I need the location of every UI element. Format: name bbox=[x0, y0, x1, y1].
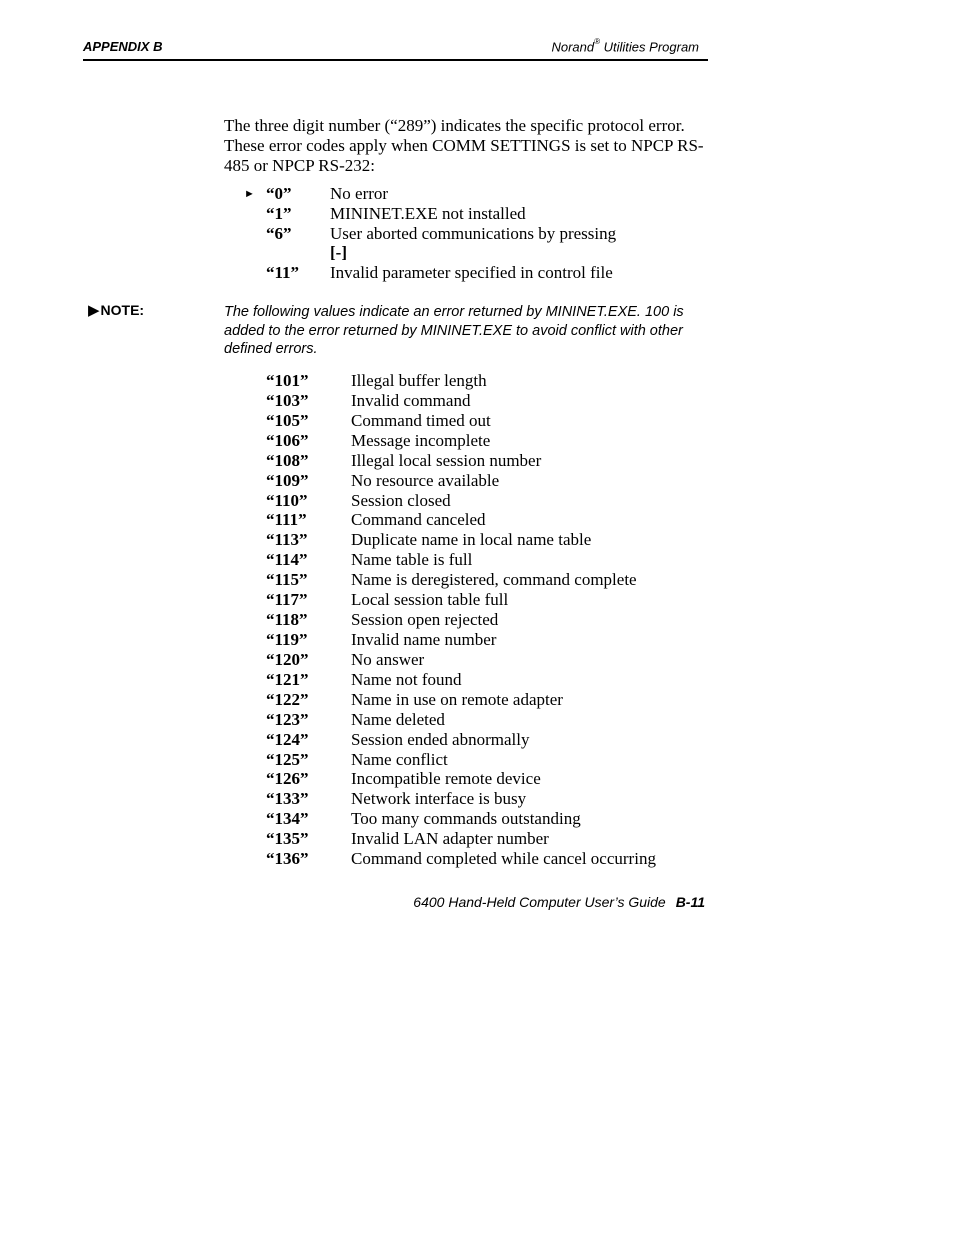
header-program: Utilities Program bbox=[600, 39, 699, 55]
page-header bbox=[83, 37, 708, 61]
list-item bbox=[266, 630, 726, 650]
error-code: “120” bbox=[266, 649, 309, 669]
error-code: “126” bbox=[266, 769, 309, 789]
error-code: “111” bbox=[266, 510, 307, 530]
error-description: Name conflict bbox=[351, 749, 448, 769]
error-code: “115” bbox=[266, 570, 308, 590]
error-description: No resource available bbox=[351, 470, 500, 490]
error-code: “1” bbox=[266, 203, 292, 223]
error-description: Local session table full bbox=[351, 590, 509, 610]
error-code: “11” bbox=[266, 263, 300, 283]
error-description: Name table is full bbox=[351, 550, 473, 570]
list-item bbox=[244, 184, 714, 204]
error-description: Network interface is busy bbox=[351, 789, 527, 809]
note-label bbox=[88, 301, 144, 319]
registered-mark: ® bbox=[594, 37, 601, 46]
list-spacer bbox=[244, 264, 266, 284]
error-code: “117” bbox=[266, 590, 308, 610]
error-description: Command timed out bbox=[351, 410, 491, 430]
list-item bbox=[266, 391, 726, 411]
error-description: Invalid command bbox=[351, 390, 471, 410]
error-code: “0” bbox=[266, 184, 292, 203]
error-code: “118” bbox=[266, 610, 308, 630]
note-label-text: NOTE: bbox=[100, 302, 145, 318]
list-item bbox=[266, 610, 726, 630]
footer-document-title: 6400 Hand-Held Computer User’s Guide bbox=[413, 894, 666, 910]
error-description: No answer bbox=[351, 649, 425, 669]
error-code: “108” bbox=[266, 450, 309, 470]
error-description: Too many commands outstanding bbox=[351, 809, 581, 829]
error-description: Name in use on remote adapter bbox=[351, 689, 563, 709]
error-code: “113” bbox=[266, 530, 308, 550]
error-code: “101” bbox=[266, 371, 309, 390]
error-code: “122” bbox=[266, 689, 309, 709]
list-item bbox=[266, 570, 726, 590]
error-description-text: User aborted communications by pressing bbox=[330, 223, 617, 243]
error-code: “121” bbox=[266, 669, 309, 689]
error-description: Command canceled bbox=[351, 510, 486, 530]
list-item bbox=[266, 411, 726, 431]
error-description: Session open rejected bbox=[351, 610, 499, 630]
error-description: No error bbox=[330, 184, 389, 203]
error-code: “133” bbox=[266, 789, 309, 809]
list-item bbox=[266, 710, 726, 730]
error-description: Name deleted bbox=[351, 709, 445, 729]
list-item bbox=[266, 730, 726, 750]
list-item bbox=[244, 263, 714, 283]
error-code: “114” bbox=[266, 550, 308, 570]
mininet-error-code-list bbox=[266, 371, 726, 869]
error-description: Session closed bbox=[351, 490, 451, 510]
list-item bbox=[266, 431, 726, 451]
error-code: “109” bbox=[266, 470, 309, 490]
list-item bbox=[266, 690, 726, 710]
list-item bbox=[266, 670, 726, 690]
list-item bbox=[266, 510, 726, 530]
list-item bbox=[266, 471, 726, 491]
error-code: “6” bbox=[266, 223, 292, 243]
header-section-label: APPENDIX B bbox=[83, 39, 163, 54]
list-item bbox=[266, 789, 726, 809]
error-description: Message incomplete bbox=[351, 430, 491, 450]
pointer-arrow-icon: ► bbox=[244, 188, 255, 200]
error-code: “119” bbox=[266, 629, 308, 649]
error-description: Invalid parameter specified in control file bbox=[330, 263, 613, 283]
list-item bbox=[266, 829, 726, 849]
error-code: “105” bbox=[266, 410, 309, 430]
error-description bbox=[330, 224, 714, 264]
key-label: [-] bbox=[330, 243, 347, 263]
error-code: “103” bbox=[266, 390, 309, 410]
error-code: “135” bbox=[266, 829, 309, 849]
note-text: The following values indicate an error returned by MININET.EXE. 100 is added to the error returned by MININET.EXE to avoid conflict with other defined errors. bbox=[224, 304, 684, 357]
list-item bbox=[266, 371, 726, 391]
page-number: B-11 bbox=[675, 894, 705, 910]
error-code: “106” bbox=[266, 430, 309, 450]
page-footer bbox=[300, 894, 705, 910]
list-item bbox=[266, 809, 726, 829]
primary-error-code-list bbox=[244, 184, 714, 283]
list-item bbox=[266, 769, 726, 789]
list-item bbox=[244, 204, 714, 224]
error-description: Invalid LAN adapter number bbox=[351, 829, 549, 849]
error-description: Illegal local session number bbox=[351, 450, 542, 470]
error-code: “123” bbox=[266, 709, 309, 729]
list-item bbox=[266, 530, 726, 550]
error-code: “136” bbox=[266, 849, 309, 869]
error-description: Name not found bbox=[351, 669, 462, 689]
intro-paragraph: The three digit number (“289”) indicates the specific protocol error. These error codes apply when COMM SETTINGS is set to NPCP RS-485 or NPCP RS-232: bbox=[224, 116, 704, 175]
error-description: Session ended abnormally bbox=[351, 729, 530, 749]
error-code: “134” bbox=[266, 809, 309, 829]
error-description: Invalid name number bbox=[351, 629, 497, 649]
error-code: “110” bbox=[266, 490, 308, 510]
list-spacer bbox=[244, 225, 266, 265]
error-description: Duplicate name in local name table bbox=[351, 530, 592, 550]
error-description: Illegal buffer length bbox=[351, 371, 487, 390]
list-item bbox=[266, 550, 726, 570]
list-item bbox=[266, 650, 726, 670]
list-spacer bbox=[244, 205, 266, 225]
error-description: MININET.EXE not installed bbox=[330, 203, 526, 223]
error-description: Incompatible remote device bbox=[351, 769, 541, 789]
error-description: Name is deregistered, command complete bbox=[351, 570, 637, 590]
error-code: “124” bbox=[266, 729, 309, 749]
error-description: Command completed while cancel occurring bbox=[351, 849, 656, 869]
header-document-title bbox=[551, 39, 699, 54]
note-triangle-icon: ▶ bbox=[88, 302, 100, 319]
list-item bbox=[266, 849, 726, 869]
list-item bbox=[244, 224, 714, 264]
error-code: “125” bbox=[266, 749, 309, 769]
list-item bbox=[266, 491, 726, 511]
list-item bbox=[266, 451, 726, 471]
list-item bbox=[266, 590, 726, 610]
list-item bbox=[266, 750, 726, 770]
header-brand: Norand bbox=[551, 39, 595, 55]
